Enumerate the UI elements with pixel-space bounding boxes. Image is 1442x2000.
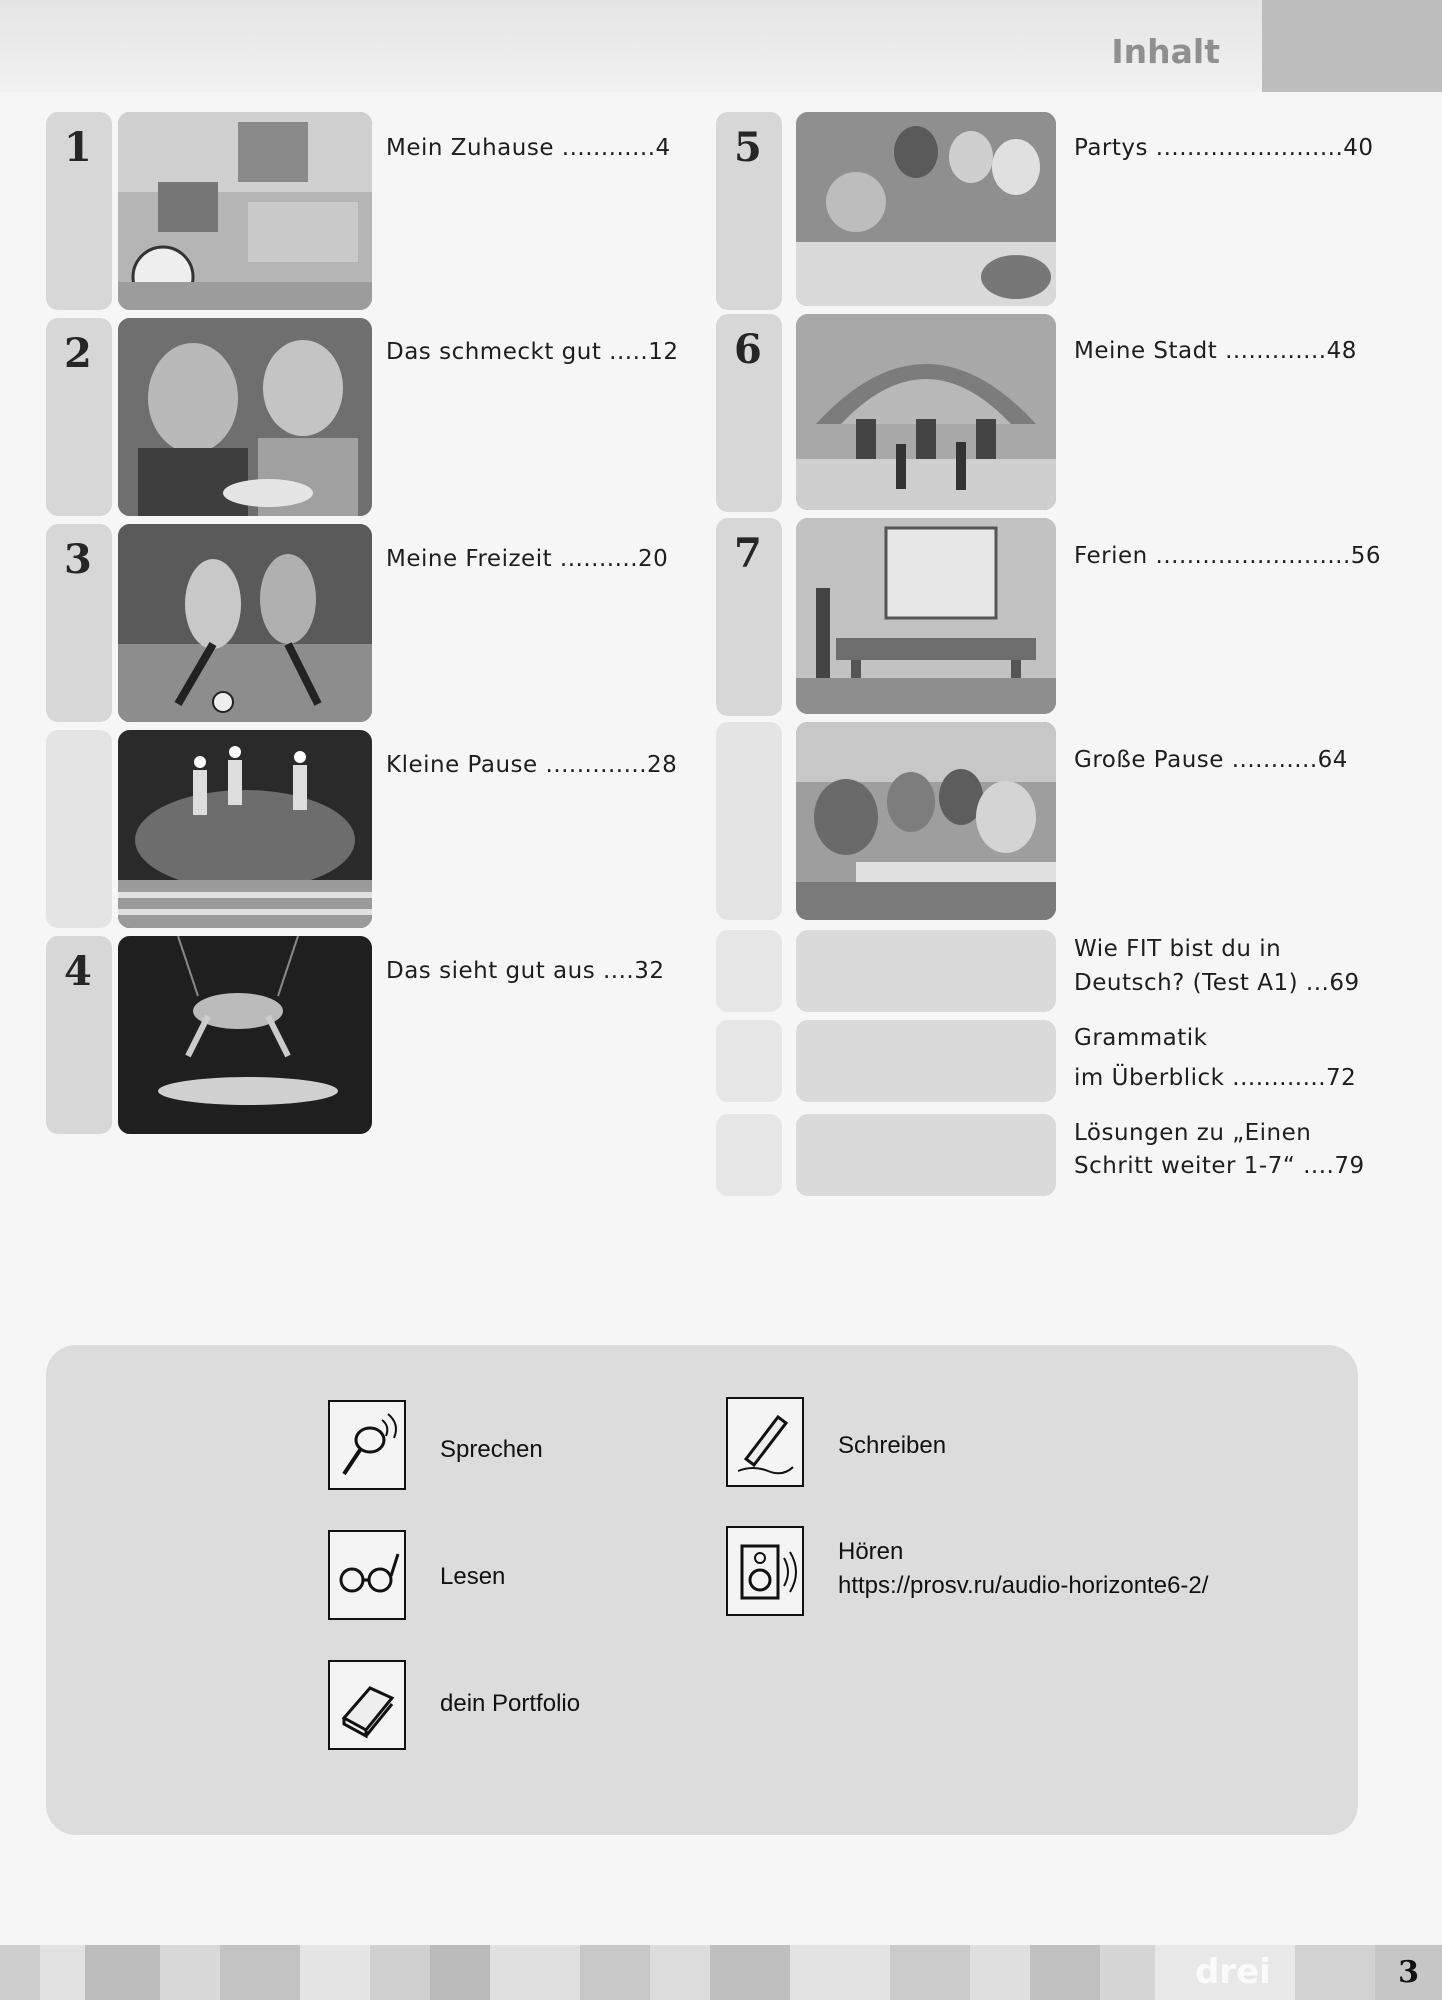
footer-stripe [300, 1945, 370, 2000]
footer-stripe [370, 1945, 430, 2000]
footer-stripe [0, 1945, 40, 2000]
chapter-number: 3 [64, 536, 92, 583]
footer-stripe [580, 1945, 650, 2000]
page-number: 3 [1375, 1945, 1442, 2000]
header-block [1262, 0, 1442, 92]
footer-stripe [890, 1945, 970, 2000]
page-number-word: drei [1195, 1952, 1271, 1992]
toc-extra-line: Deutsch? (Test A1) ...69 [1074, 970, 1360, 996]
toc-entry-title: Das sieht gut aus ....32 [386, 958, 665, 984]
chapter-number: 2 [64, 330, 92, 377]
toc-entry-title: Große Pause ...........64 [1074, 747, 1348, 773]
toc-entry-title: Kleine Pause .............28 [386, 752, 678, 778]
chapter-number: 1 [64, 124, 92, 171]
legend-label-lesen: Lesen [440, 1563, 506, 1590]
table-tennis-photo [796, 518, 1056, 714]
extra-tab [716, 1114, 782, 1196]
toc-entry-title: Meine Stadt .............48 [1074, 338, 1357, 364]
toc-entry-title: Partys ........................40 [1074, 135, 1374, 161]
speaker-icon [726, 1526, 804, 1616]
advent-wreath-photo [118, 730, 372, 928]
footer-stripe [710, 1945, 790, 2000]
extra-tab [716, 930, 782, 1012]
book-icon [328, 1660, 406, 1750]
footer-stripe [490, 1945, 580, 2000]
station-photo [796, 314, 1056, 510]
faded-photo [796, 1020, 1056, 1102]
chapter-tab-3 [46, 524, 112, 722]
extra-tab [716, 1020, 782, 1102]
legend-label-hoeren: Hören [838, 1538, 904, 1565]
footer-stripe [220, 1945, 300, 2000]
glasses-icon [328, 1530, 406, 1620]
bedroom-photo [118, 112, 372, 310]
chapter-number: 7 [734, 530, 762, 577]
chapter-number: 4 [64, 948, 92, 995]
toc-entry-title: Das schmeckt gut .....12 [386, 339, 679, 365]
toc-extra-line: im Überblick ............72 [1074, 1065, 1357, 1091]
football-photo [118, 524, 372, 722]
toc-extra-line: Lösungen zu „Einen [1074, 1120, 1312, 1146]
footer-stripe [1030, 1945, 1100, 2000]
pen-icon [726, 1397, 804, 1487]
footer-stripe [160, 1945, 220, 2000]
chapter-tab-4 [46, 936, 112, 1134]
toc-extra-line: Schritt weiter 1-7“ ....79 [1074, 1153, 1365, 1179]
chapter-tab-1 [46, 112, 112, 310]
footer-stripe [650, 1945, 710, 2000]
chapter-tab-2 [46, 318, 112, 516]
toc-entry-title: Ferien .........................56 [1074, 543, 1382, 569]
faded-photo [796, 1114, 1056, 1196]
footer-stripe [430, 1945, 490, 2000]
footer-stripe [1295, 1945, 1375, 2000]
audio-url-link[interactable]: https://prosv.ru/audio-horizonte6-2/ [838, 1572, 1209, 1599]
microphone-icon [328, 1400, 406, 1490]
chapter-number: 6 [734, 326, 762, 373]
legend-label-schreiben: Schreiben [838, 1432, 947, 1459]
chapter-number: 5 [734, 124, 762, 171]
legend-label-portfolio: dein Portfolio [440, 1690, 581, 1717]
toc-extra-line: Wie FIT bist du in [1074, 936, 1282, 962]
page-title: Inhalt [1111, 32, 1220, 71]
pause-tab [46, 730, 112, 928]
chapter-tab-6 [716, 314, 782, 512]
footer-stripe [85, 1945, 160, 2000]
classroom-photo [796, 722, 1056, 920]
acrobats-photo [118, 936, 372, 1134]
footer-stripe [40, 1945, 85, 2000]
faded-photo [796, 930, 1056, 1012]
party-photo [796, 112, 1056, 306]
toc-entry-title: Meine Freizeit ..........20 [386, 546, 669, 572]
chapter-tab-5 [716, 112, 782, 310]
footer-stripe [790, 1945, 890, 2000]
footer-stripe [970, 1945, 1030, 2000]
toc-entry-title: Mein Zuhause ............4 [386, 135, 671, 161]
legend-label-sprechen: Sprechen [440, 1436, 543, 1463]
chapter-tab-7 [716, 518, 782, 716]
footer-stripe [1100, 1945, 1155, 2000]
eating-photo [118, 318, 372, 516]
toc-extra-line: Grammatik [1074, 1025, 1208, 1051]
pause-tab [716, 722, 782, 920]
